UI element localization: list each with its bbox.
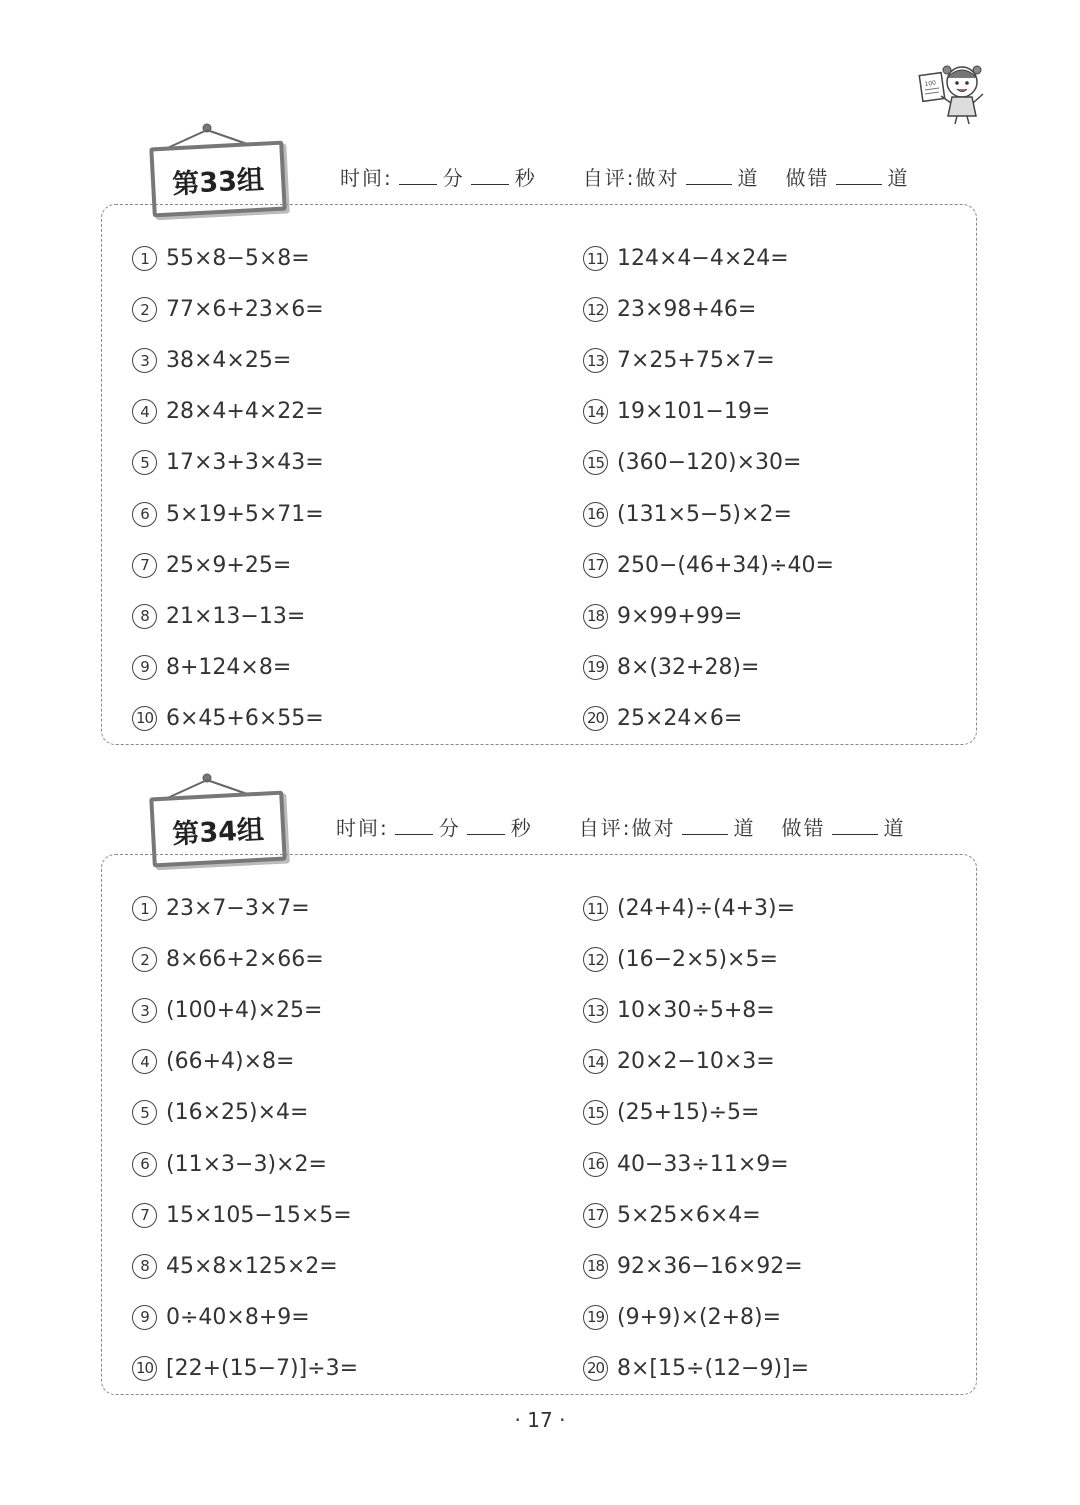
circled-number: 10	[132, 1356, 157, 1381]
dao-label: 道	[737, 166, 760, 190]
problem-item	[132, 1343, 358, 1394]
problem-expression: (11×3−3)×2=	[166, 1151, 327, 1177]
problem-item	[583, 386, 834, 437]
circled-number: 9	[132, 655, 157, 680]
problem-column-right	[583, 233, 834, 744]
problem-expression: 38×4×25=	[166, 348, 292, 374]
problem-item	[132, 1241, 358, 1292]
problem-expression: (131×5−5)×2=	[617, 501, 792, 527]
circled-number: 9	[132, 1305, 157, 1330]
circled-number: 16	[583, 1152, 608, 1177]
circled-number: 1	[132, 896, 157, 921]
wrong-blank[interactable]	[836, 166, 882, 185]
problem-expression: [22+(15−7)]÷3=	[166, 1355, 359, 1381]
problem-expression: (66+4)×8=	[166, 1049, 295, 1075]
problem-expression: 45×8×125×2=	[166, 1253, 338, 1279]
problem-item	[583, 335, 834, 386]
second-blank[interactable]	[471, 166, 509, 185]
problem-item	[583, 1190, 809, 1241]
problem-item	[132, 1292, 358, 1343]
circled-number: 6	[132, 502, 157, 527]
problem-item	[132, 934, 358, 985]
problem-item	[132, 985, 358, 1036]
problem-item	[583, 642, 834, 693]
problem-item	[583, 1292, 809, 1343]
circled-number: 2	[132, 297, 157, 322]
problem-expression: 10×30÷5+8=	[617, 998, 775, 1024]
problem-expression: 25×24×6=	[617, 705, 743, 731]
score-meta	[340, 162, 950, 192]
dao-label: 道	[887, 166, 910, 190]
second-label: 秒	[510, 816, 533, 840]
minute-label: 分	[442, 166, 465, 190]
circled-number: 20	[583, 1356, 608, 1381]
problem-item	[583, 437, 834, 488]
circled-number: 19	[583, 655, 608, 680]
problem-item	[132, 1138, 358, 1189]
problem-item	[583, 883, 809, 934]
circled-number: 13	[583, 348, 608, 373]
problem-item	[132, 335, 324, 386]
problem-expression: (9+9)×(2+8)=	[617, 1304, 782, 1330]
circled-number: 15	[583, 450, 608, 475]
circled-number: 14	[583, 1049, 608, 1074]
problem-expression: 9×99+99=	[617, 603, 743, 629]
problem-item	[132, 488, 324, 539]
problem-expression: 19×101−19=	[617, 399, 771, 425]
problem-item	[583, 693, 834, 744]
problem-expression: 55×8−5×8=	[166, 246, 310, 272]
problem-expression: 0÷40×8+9=	[166, 1304, 310, 1330]
group-title: 第34组	[149, 791, 286, 868]
circled-number: 10	[132, 706, 157, 731]
problem-expression: 8×[15÷(12−9)]=	[617, 1355, 810, 1381]
dao-label: 道	[883, 816, 906, 840]
problem-expression: 28×4+4×22=	[166, 399, 324, 425]
circled-number: 4	[132, 1049, 157, 1074]
problem-expression: 7×25+75×7=	[617, 348, 775, 374]
wrong-label: 做错	[781, 816, 826, 840]
circled-number: 18	[583, 604, 608, 629]
problem-expression: 77×6+23×6=	[166, 297, 324, 323]
problem-expression: 8×(32+28)=	[617, 654, 760, 680]
page-number: · 17 ·	[514, 1408, 566, 1432]
problem-expression: 23×7−3×7=	[166, 896, 310, 922]
circled-number: 8	[132, 1254, 157, 1279]
circled-number: 3	[132, 348, 157, 373]
time-label: 时间:	[340, 166, 393, 190]
time-label: 时间:	[336, 816, 389, 840]
circled-number: 5	[132, 1100, 157, 1125]
problem-box	[101, 204, 977, 745]
group-title: 第33组	[149, 141, 286, 218]
circled-number: 7	[132, 553, 157, 578]
second-blank[interactable]	[467, 816, 505, 835]
circled-number: 5	[132, 450, 157, 475]
problem-expression: 8×66+2×66=	[166, 947, 324, 973]
problem-item	[132, 693, 324, 744]
problem-expression: 40−33÷11×9=	[617, 1151, 789, 1177]
problem-item	[132, 540, 324, 591]
problem-column-right	[583, 883, 809, 1394]
problem-item	[132, 1087, 358, 1138]
problem-item	[132, 1036, 358, 1087]
circled-number: 14	[583, 399, 608, 424]
circled-number: 11	[583, 246, 608, 271]
circled-number: 12	[583, 947, 608, 972]
circled-number: 2	[132, 947, 157, 972]
problem-item	[132, 284, 324, 335]
eval-label: 自评:做对	[578, 816, 676, 840]
problem-column-left	[132, 883, 358, 1394]
problem-item	[583, 934, 809, 985]
circled-number: 13	[583, 998, 608, 1023]
second-label: 秒	[514, 166, 537, 190]
problem-expression: 6×45+6×55=	[166, 705, 324, 731]
circled-number: 18	[583, 1254, 608, 1279]
circled-number: 16	[583, 502, 608, 527]
circled-number: 12	[583, 297, 608, 322]
girl-with-score-paper-icon	[915, 58, 995, 128]
circled-number: 4	[132, 399, 157, 424]
circled-number: 15	[583, 1100, 608, 1125]
problem-expression: (25+15)÷5=	[617, 1100, 760, 1126]
minute-label: 分	[438, 816, 461, 840]
circled-number: 20	[583, 706, 608, 731]
correct-blank[interactable]	[682, 816, 728, 835]
eval-label: 自评:做对	[582, 166, 680, 190]
problem-item	[583, 284, 834, 335]
circled-number: 1	[132, 246, 157, 271]
problem-expression: 92×36−16×92=	[617, 1253, 803, 1279]
paper-score-text: 100	[924, 79, 937, 88]
problem-item	[132, 386, 324, 437]
circled-number: 7	[132, 1203, 157, 1228]
problem-expression: (16×25)×4=	[166, 1100, 309, 1126]
score-meta	[336, 812, 946, 842]
problem-item	[583, 591, 834, 642]
circled-number: 17	[583, 553, 608, 578]
problem-item	[132, 591, 324, 642]
wrong-label: 做错	[785, 166, 830, 190]
problem-item	[583, 1036, 809, 1087]
problem-expression: (24+4)÷(4+3)=	[617, 896, 796, 922]
problem-expression: (360−120)×30=	[617, 450, 802, 476]
problem-item	[583, 488, 834, 539]
circled-number: 19	[583, 1305, 608, 1330]
problem-expression: 15×105−15×5=	[166, 1202, 352, 1228]
circled-number: 6	[132, 1152, 157, 1177]
problem-expression: 5×25×6×4=	[617, 1202, 761, 1228]
problem-expression: (100+4)×25=	[166, 998, 323, 1024]
problem-expression: 5×19+5×71=	[166, 501, 324, 527]
problem-item	[132, 233, 324, 284]
problem-item	[583, 1087, 809, 1138]
minute-blank[interactable]	[399, 166, 437, 185]
problem-item	[583, 1343, 809, 1394]
problem-item	[132, 883, 358, 934]
problem-expression: 250−(46+34)÷40=	[617, 552, 834, 578]
circled-number: 3	[132, 998, 157, 1023]
minute-blank[interactable]	[395, 816, 433, 835]
wrong-blank[interactable]	[832, 816, 878, 835]
problem-item	[132, 642, 324, 693]
circled-number: 11	[583, 896, 608, 921]
problem-box	[101, 854, 977, 1395]
problem-expression: 25×9+25=	[166, 552, 292, 578]
problem-item	[583, 1241, 809, 1292]
problem-item	[583, 540, 834, 591]
circled-number: 17	[583, 1203, 608, 1228]
problem-expression: 124×4−4×24=	[617, 246, 789, 272]
problem-expression: 20×2−10×3=	[617, 1049, 775, 1075]
problem-item	[132, 437, 324, 488]
circled-number: 8	[132, 604, 157, 629]
problem-expression: 23×98+46=	[617, 297, 757, 323]
problem-expression: 17×3+3×43=	[166, 450, 324, 476]
problem-column-left	[132, 233, 324, 744]
correct-blank[interactable]	[686, 166, 732, 185]
problem-item	[583, 233, 834, 284]
problem-item	[583, 985, 809, 1036]
problem-item	[132, 1190, 358, 1241]
dao-label: 道	[733, 816, 756, 840]
problem-expression: (16−2×5)×5=	[617, 947, 778, 973]
problem-item	[583, 1138, 809, 1189]
problem-expression: 21×13−13=	[166, 603, 306, 629]
problem-expression: 8+124×8=	[166, 654, 292, 680]
